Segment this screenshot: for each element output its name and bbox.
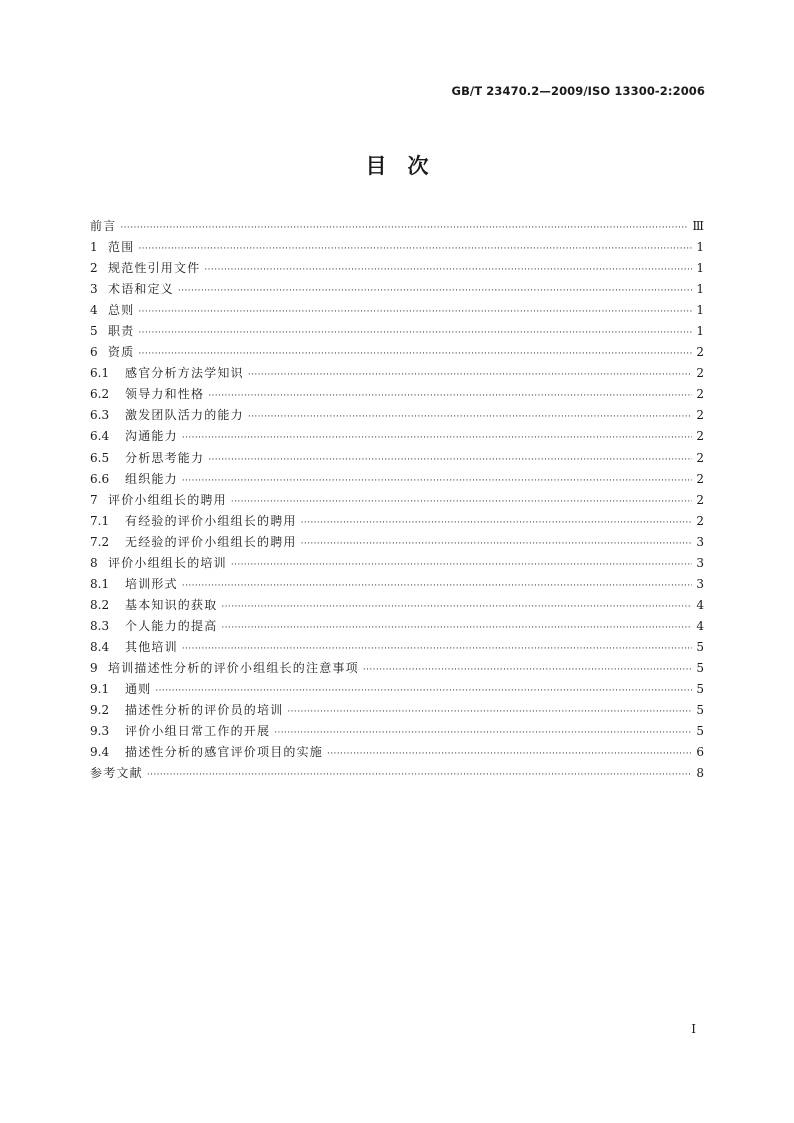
toc-entry[interactable]	[90, 258, 704, 279]
toc-entry-label: 总则	[108, 303, 135, 318]
toc-entry-label: 术语和定义	[108, 282, 175, 297]
page-number: I	[691, 1022, 696, 1036]
toc-entry-label: 其他培训	[125, 639, 178, 654]
toc-entry[interactable]	[90, 448, 704, 469]
toc-entry-page: 5	[696, 724, 704, 739]
toc-entry[interactable]	[90, 279, 704, 300]
toc-entry-page: 4	[696, 597, 704, 612]
toc-leader-dots	[221, 597, 692, 618]
toc-entry-page: 1	[696, 282, 704, 297]
toc-entry-number: 7.1	[90, 513, 110, 528]
toc-entry[interactable]	[90, 363, 704, 384]
toc-entry[interactable]	[90, 532, 704, 553]
toc-leader-dots	[120, 218, 688, 239]
toc-entry-label: 评价小组组长的培训	[108, 555, 227, 570]
toc-leader-dots	[138, 323, 692, 344]
toc-entry[interactable]	[90, 321, 704, 342]
toc-entry-label: 感官分析方法学知识	[125, 366, 244, 381]
toc-entry[interactable]	[90, 469, 704, 490]
toc-leader-dots	[287, 702, 692, 723]
toc-leader-dots	[327, 744, 692, 765]
toc-entry-number: 5	[90, 324, 98, 339]
toc-entry[interactable]	[90, 616, 704, 637]
toc-entry[interactable]	[90, 490, 704, 511]
toc-entry-number: 8.2	[90, 597, 110, 612]
toc-entry-number: 7.2	[90, 534, 110, 549]
toc-leader-dots	[363, 660, 693, 681]
toc-leader-dots	[301, 534, 693, 555]
toc-entry-number: 6	[90, 345, 98, 360]
toc-entry-number: 4	[90, 303, 98, 318]
toc-entry[interactable]	[90, 216, 704, 237]
toc-entry[interactable]	[90, 574, 704, 595]
toc-entry-number: 6.5	[90, 450, 110, 465]
toc-entry-label: 无经验的评价小组组长的聘用	[125, 534, 297, 549]
toc-entry-page: 2	[696, 450, 704, 465]
toc-leader-dots	[155, 681, 692, 702]
toc-entry-number: 8.1	[90, 576, 110, 591]
toc-leader-dots	[147, 765, 693, 786]
toc-entry-label: 通则	[125, 682, 152, 697]
toc-entry[interactable]	[90, 679, 704, 700]
toc-leader-dots	[178, 281, 692, 302]
toc-entry-number: 6.4	[90, 429, 110, 444]
toc-entry-number: 6.1	[90, 366, 110, 381]
toc-entry-page: 1	[696, 261, 704, 276]
toc-leader-dots	[138, 302, 692, 323]
standard-code: GB/T 23470.2—2009/ISO 13300-2:2006	[451, 84, 705, 98]
toc-entry-number: 7	[90, 492, 98, 507]
toc-entry-page: Ⅲ	[692, 219, 704, 233]
toc-entry[interactable]	[90, 426, 704, 447]
toc-entry-number: 3	[90, 282, 98, 297]
toc-entry-page: 2	[696, 492, 704, 507]
toc-entry-page: 6	[696, 745, 704, 760]
toc-entry-label: 描述性分析的感官评价项目的实施	[125, 745, 324, 760]
toc-leader-dots	[274, 723, 692, 744]
toc-entry-number: 8.4	[90, 639, 110, 654]
toc-entry-page: 2	[696, 387, 704, 402]
toc-entry-page: 5	[696, 682, 704, 697]
page-title: 目 次	[365, 153, 429, 178]
toc-entry-page: 3	[696, 534, 704, 549]
toc-leader-dots	[221, 618, 692, 639]
toc-entry-label: 领导力和性格	[125, 387, 205, 402]
toc-entry-label: 组织能力	[125, 471, 178, 486]
toc-entry-page: 4	[696, 618, 704, 633]
toc-entry[interactable]	[90, 721, 704, 742]
toc-entry[interactable]	[90, 511, 704, 532]
toc-entry-label: 沟通能力	[125, 429, 178, 444]
toc-entry-number: 1	[90, 240, 98, 255]
toc-entry-label: 培训形式	[125, 576, 178, 591]
toc-leader-dots	[301, 513, 693, 534]
toc-entry[interactable]	[90, 700, 704, 721]
toc-entry-page: 3	[696, 555, 704, 570]
toc-entry-label: 前言	[90, 219, 117, 233]
toc-leader-dots	[231, 492, 693, 513]
toc-entry[interactable]	[90, 237, 704, 258]
toc-leader-dots	[248, 407, 693, 428]
toc-entry-label: 职责	[108, 324, 135, 339]
toc-entry-number: 6.2	[90, 387, 110, 402]
toc-leader-dots	[182, 471, 693, 492]
toc-entry-page: 2	[696, 471, 704, 486]
toc-entry[interactable]	[90, 342, 704, 363]
toc-entry-page: 1	[696, 303, 704, 318]
toc-entry-number: 8	[90, 555, 98, 570]
toc-entry-page: 2	[696, 366, 704, 381]
toc-entry-page: 2	[696, 345, 704, 360]
toc-leader-dots	[138, 344, 692, 365]
toc-entry-label: 分析思考能力	[125, 450, 205, 465]
toc-leader-dots	[208, 450, 692, 471]
toc-entry[interactable]	[90, 742, 704, 763]
table-of-contents	[90, 216, 704, 784]
toc-entry-page: 5	[696, 639, 704, 654]
toc-leader-dots	[182, 428, 693, 449]
toc-entry-page: 8	[696, 766, 704, 781]
toc-entry-page: 5	[696, 703, 704, 718]
toc-entry-page: 5	[696, 660, 704, 675]
toc-entry-label: 有经验的评价小组组长的聘用	[125, 513, 297, 528]
toc-entry-number: 9.3	[90, 724, 110, 739]
toc-entry-label: 范围	[108, 240, 135, 255]
toc-entry-label: 培训描述性分析的评价小组组长的注意事项	[108, 660, 359, 675]
toc-entry-number: 8.3	[90, 618, 110, 633]
toc-leader-dots	[138, 239, 692, 260]
toc-entry-page: 3	[696, 576, 704, 591]
toc-entry-number: 6.6	[90, 471, 110, 486]
toc-entry[interactable]	[90, 405, 704, 426]
toc-leader-dots	[182, 639, 693, 660]
toc-entry[interactable]	[90, 763, 704, 784]
toc-entry-label: 评价小组日常工作的开展	[125, 724, 271, 739]
toc-entry-label: 规范性引用文件	[108, 261, 201, 276]
toc-entry[interactable]	[90, 658, 704, 679]
toc-entry-page: 2	[696, 429, 704, 444]
toc-entry[interactable]	[90, 595, 704, 616]
toc-leader-dots	[204, 260, 692, 281]
toc-entry-number: 9.2	[90, 703, 110, 718]
toc-leader-dots	[231, 555, 693, 576]
toc-entry-label: 个人能力的提高	[125, 618, 218, 633]
toc-leader-dots	[248, 365, 693, 386]
toc-entry-number: 9.4	[90, 745, 110, 760]
toc-entry-label: 基本知识的获取	[125, 597, 218, 612]
toc-entry[interactable]	[90, 300, 704, 321]
toc-leader-dots	[182, 576, 693, 597]
toc-entry-page: 1	[696, 240, 704, 255]
toc-entry-number: 9.1	[90, 682, 110, 697]
toc-entry-number: 2	[90, 261, 98, 276]
toc-entry[interactable]	[90, 384, 704, 405]
toc-entry-label: 描述性分析的评价员的培训	[125, 703, 284, 718]
toc-entry-number: 9	[90, 660, 98, 675]
toc-entry-label: 资质	[108, 345, 135, 360]
toc-entry-page: 1	[696, 324, 704, 339]
toc-entry-page: 2	[696, 513, 704, 528]
toc-entry-label: 参考文献	[90, 766, 143, 781]
toc-entry-page: 2	[696, 408, 704, 423]
toc-entry-label: 评价小组组长的聘用	[108, 492, 227, 507]
toc-entry-label: 激发团队活力的能力	[125, 408, 244, 423]
toc-entry-number: 6.3	[90, 408, 110, 423]
toc-entry[interactable]	[90, 637, 704, 658]
toc-leader-dots	[208, 386, 692, 407]
toc-entry[interactable]	[90, 553, 704, 574]
